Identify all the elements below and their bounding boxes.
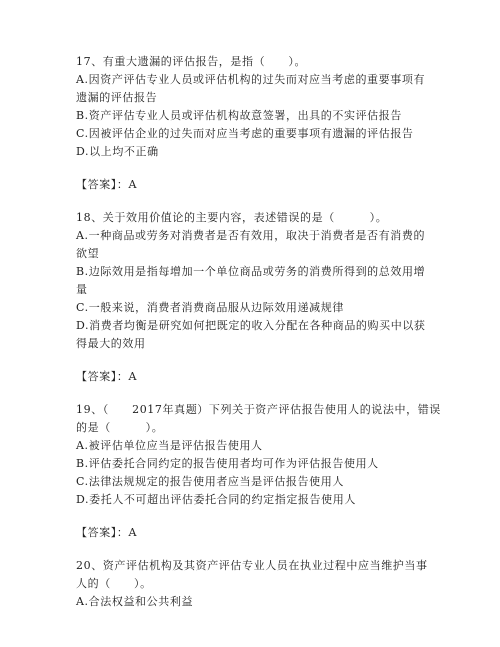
answer-line: 【答案】：A bbox=[76, 526, 138, 539]
option-c: C.法律法规规定的报告使用者应当是评估报告使用人 bbox=[76, 475, 344, 488]
question-19 bbox=[76, 401, 441, 542]
document-page bbox=[76, 53, 441, 611]
option-c: C.因被评估企业的过失而对应当考虑的重要事项有遗漏的评估报告 bbox=[76, 127, 414, 140]
question-stem-continued: 人的（ ）。 bbox=[76, 577, 152, 590]
question-stem-continued: 的是（ ）。 bbox=[76, 421, 164, 434]
option-b-continued: 量 bbox=[76, 283, 88, 296]
question-stem: 20、资产评估机构及其资产评估专业人员在执业过程中应当维护当事 bbox=[76, 559, 428, 572]
option-a: A.被评估单位应当是评估报告使用人 bbox=[76, 439, 263, 452]
question-17 bbox=[76, 53, 436, 194]
answer-line: 【答案】：A bbox=[76, 178, 138, 191]
answer-line: 【答案】：A bbox=[76, 370, 138, 383]
option-b: B.边际效用是指每增加一个单位商品或劳务的消费所得到的总效用增 bbox=[76, 265, 426, 278]
question-20 bbox=[76, 557, 436, 611]
option-a: A.因资产评估专业人员或评估机构的过失而对应当考虑的重要事项有 bbox=[76, 73, 426, 86]
option-d: D.消费者均衡是研究如何把既定的收入分配在各种商品的购买中以获 bbox=[76, 319, 426, 332]
option-a: A.一种商品或劳务对消费者是否有效用，取决于消费者是否有消费的 bbox=[76, 229, 426, 242]
option-d: D.委托人不可超出评估委托合同的约定指定报告使用人 bbox=[76, 493, 356, 506]
question-18 bbox=[76, 209, 436, 386]
question-stem: 17、有重大遗漏的评估报告，是指（ ）。 bbox=[76, 55, 307, 68]
option-a-continued: 遗漏的评估报告 bbox=[76, 91, 158, 104]
option-d-continued: 得最大的效用 bbox=[76, 337, 146, 350]
option-b: B.评估委托合同约定的报告使用者均可作为评估报告使用人 bbox=[76, 457, 379, 470]
question-stem: 19、（ 2017年真题）下列关于资产评估报告使用人的说法中，错误 bbox=[76, 403, 441, 416]
option-c: C.一般来说，消费者消费商品服从边际效用递减规律 bbox=[76, 301, 344, 314]
option-a-continued: 欲望 bbox=[76, 247, 100, 260]
option-a: A.合法权益和公共利益 bbox=[76, 595, 194, 608]
option-d: D.以上均不正确 bbox=[76, 145, 159, 158]
question-stem: 18、关于效用价值论的主要内容，表述错误的是（ ）。 bbox=[76, 211, 388, 224]
option-b: B.资产评估专业人员或评估机构故意签署，出具的不实评估报告 bbox=[76, 109, 402, 122]
